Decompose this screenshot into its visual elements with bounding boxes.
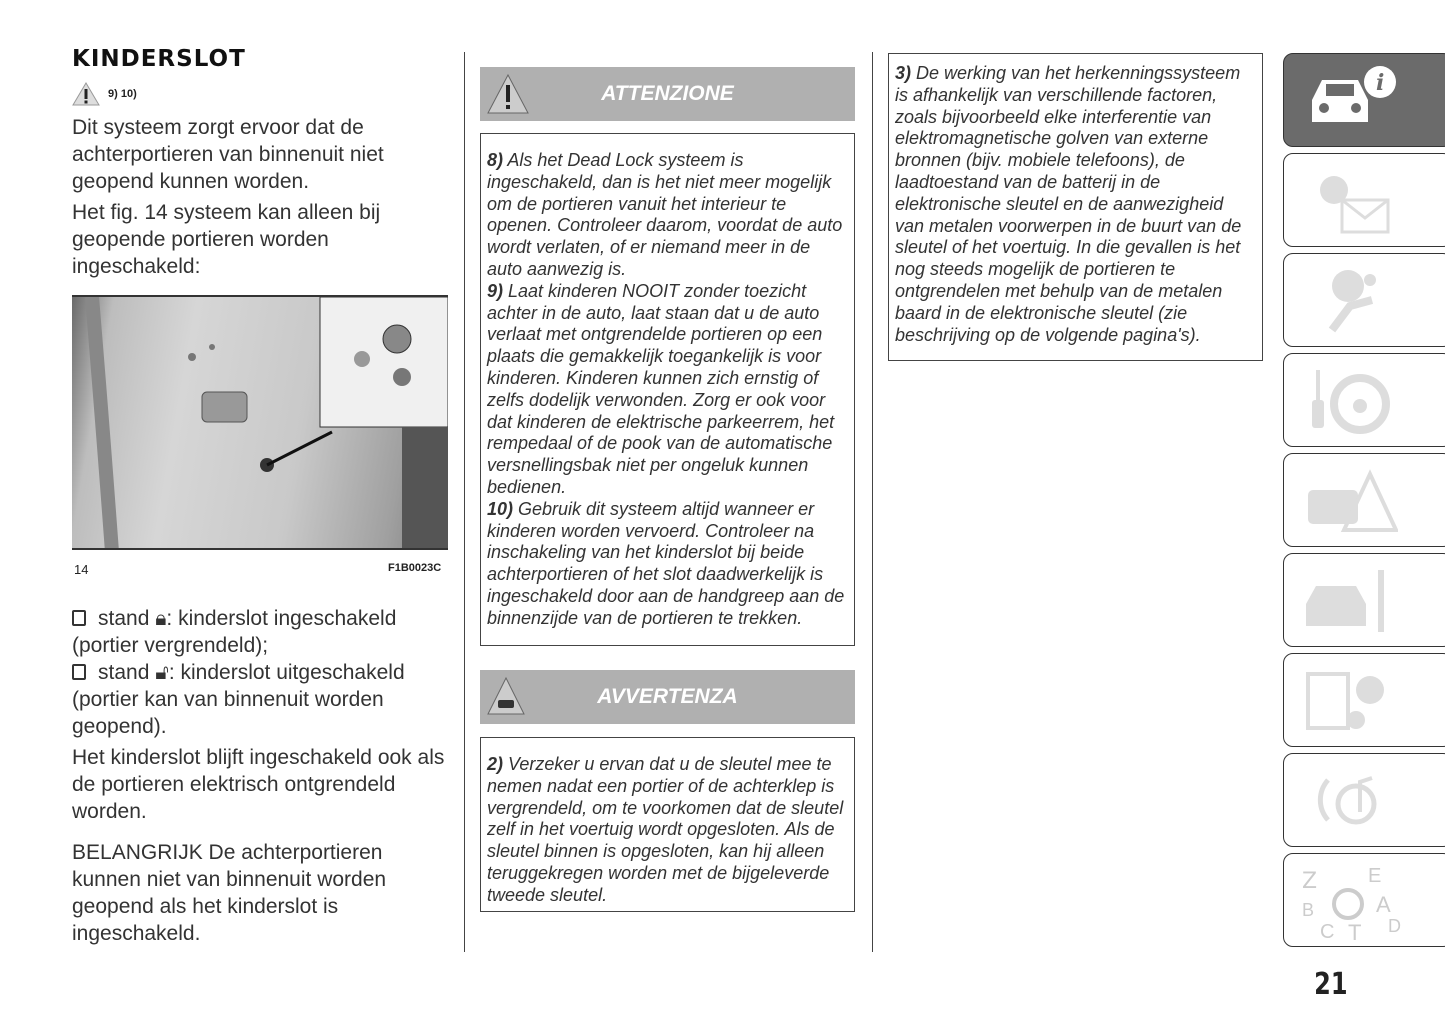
padlock-open-icon: 🔓︎	[155, 661, 169, 684]
svg-text:D: D	[1388, 916, 1401, 936]
svg-text:E: E	[1368, 865, 1382, 887]
warning-reference	[72, 82, 137, 106]
tab-starting-driving[interactable]	[1283, 353, 1445, 447]
paragraph-electric-unlock: Het kinderslot blijft ingeschakeld ook als de portieren elektrisch ontgrendeld worden.	[72, 746, 445, 823]
warning-triangle-icon	[486, 73, 530, 115]
svg-text:C: C	[1320, 921, 1335, 940]
attention-title: ATTENZIONE	[601, 82, 734, 105]
svg-text:i: i	[1376, 70, 1385, 96]
lock-position-engaged: stand 🔒︎: kinderslot ingeschakeld (portier vergrendeld);	[72, 607, 397, 657]
svg-text:T: T	[1348, 920, 1362, 940]
warning-title: AVVERTENZA	[597, 685, 738, 708]
tab-multimedia[interactable]	[1283, 753, 1445, 847]
column-divider	[464, 52, 465, 952]
warning-lights-messages-icon	[1298, 160, 1398, 240]
note-8: 8) Als het Dead Lock systeem is ingeschakeld, dan is het niet meer mogelijk om de portieren vanuit het interieur te openen. Controleer daarom, voordat de auto wordt verlaten, of er niemand meer in de auto aanwezig is.	[487, 150, 843, 279]
tab-warning-lights[interactable]	[1283, 153, 1445, 247]
technical-data-icon	[1298, 660, 1398, 740]
attention-notes-box	[480, 133, 855, 646]
right-notes-box	[888, 53, 1263, 361]
car-info-icon	[1298, 60, 1398, 140]
tab-car-info[interactable]	[1283, 53, 1445, 147]
paragraph-important: BELANGRIJK De achterportieren kunnen niet van binnenuit worden geopend als het kinderslot is ingeschakeld.	[72, 841, 387, 945]
note-10: 10) Gebruik dit systeem altijd wanneer er kinderen worden vervoerd. Controleer na inschakeling van het kinderslot bij beide achterportieren of het slot daadwerkelijk is ingeschakeld door aan de handgreep aan de binnenzijde van de portieren te trekken.	[487, 498, 845, 628]
warning-triangle-icon	[72, 82, 100, 106]
index-icon	[1298, 860, 1408, 940]
starting-driving-icon	[1298, 360, 1398, 440]
padlock-closed-icon: 🔒︎	[155, 607, 167, 630]
tab-emergency[interactable]	[1283, 453, 1445, 547]
car-warning-triangle-icon	[486, 676, 526, 716]
column-divider	[872, 52, 873, 952]
checkbox-bullet-icon	[72, 664, 86, 680]
warning-notes-box	[480, 737, 855, 912]
safety-airbag-icon	[1298, 260, 1398, 340]
attention-header	[480, 67, 855, 121]
tab-safety[interactable]	[1283, 253, 1445, 347]
tab-index[interactable]	[1283, 853, 1445, 947]
lock-position-disengaged: stand 🔓︎: kinderslot uitgeschakeld (portier kan van binnenuit worden geopend).	[72, 661, 405, 738]
warning-refs: 9) 10)	[108, 88, 137, 100]
svg-text:A: A	[1376, 892, 1391, 917]
figure-number: 14	[74, 562, 89, 577]
section-title: KINDERSLOT	[72, 46, 246, 72]
checkbox-bullet-icon	[72, 610, 86, 626]
maintenance-icon	[1298, 560, 1398, 640]
emergency-icon	[1298, 460, 1398, 540]
svg-text:B: B	[1302, 900, 1315, 920]
page-number: 21	[1314, 967, 1348, 1002]
note-3: 3) De werking van het herkenningssysteem is afhankelijk van verschillende factoren, zoals bijvoorbeeld elke interferentie van elektromagnetische golven van externe bronnen (bijv. mobiele telefoons), de laadtoestand van de batterij in de elektronische sleutel en de aanwezigheid van metalen voorwerpen in de buurt van de sleutel of het voertuig. In die gevallen is het nog steeds mogelijk de portieren te ontgrendelen met behulp van de metalen baard in de elektronische sleutel (zie beschrijving op de volgende pagina's).	[895, 63, 1242, 345]
warning-header	[480, 670, 855, 724]
figure-14-door-lock-photo	[72, 295, 448, 550]
tab-technical-data[interactable]	[1283, 653, 1445, 747]
note-2: 2) Verzeker u ervan dat u de sleutel mee te nemen nadat een portier of de achterklep is vergrendeld, om te voorkomen dat de sleutel zelf in het voertuig wordt opgesloten. Als de sleutel binnen is opgesloten, kan hij alleen teruggekregen worden met de bijgeleverde tweede sleutel.	[487, 754, 844, 905]
svg-text:Z: Z	[1302, 869, 1318, 894]
note-9: 9) Laat kinderen NOOIT zonder toezicht achter in de auto, laat staan dat u de auto verlaat met ontgrendelde portieren op een plaats die gemakkelijk toegankelijk is voor kinderen. Kinderen kunnen zich ernstig of zelfs dodelijk verwonden. Zorg er ook voor dat kinderen de elektrische parkeerrem, het rempedaal of de pook van de automatische versnellingsbak niet per ongeluk kunnen bedienen.	[487, 280, 835, 497]
figure-code: F1B0023C	[388, 562, 442, 574]
tab-maintenance[interactable]	[1283, 553, 1445, 647]
intro-paragraph: Dit systeem zorgt ervoor dat de achterportieren van binnenuit niet geopend kunnen worden.	[72, 116, 384, 193]
figure-paragraph: Het fig. 14 systeem kan alleen bij geopende portieren worden ingeschakeld:	[72, 201, 381, 278]
multimedia-icon	[1298, 760, 1398, 840]
